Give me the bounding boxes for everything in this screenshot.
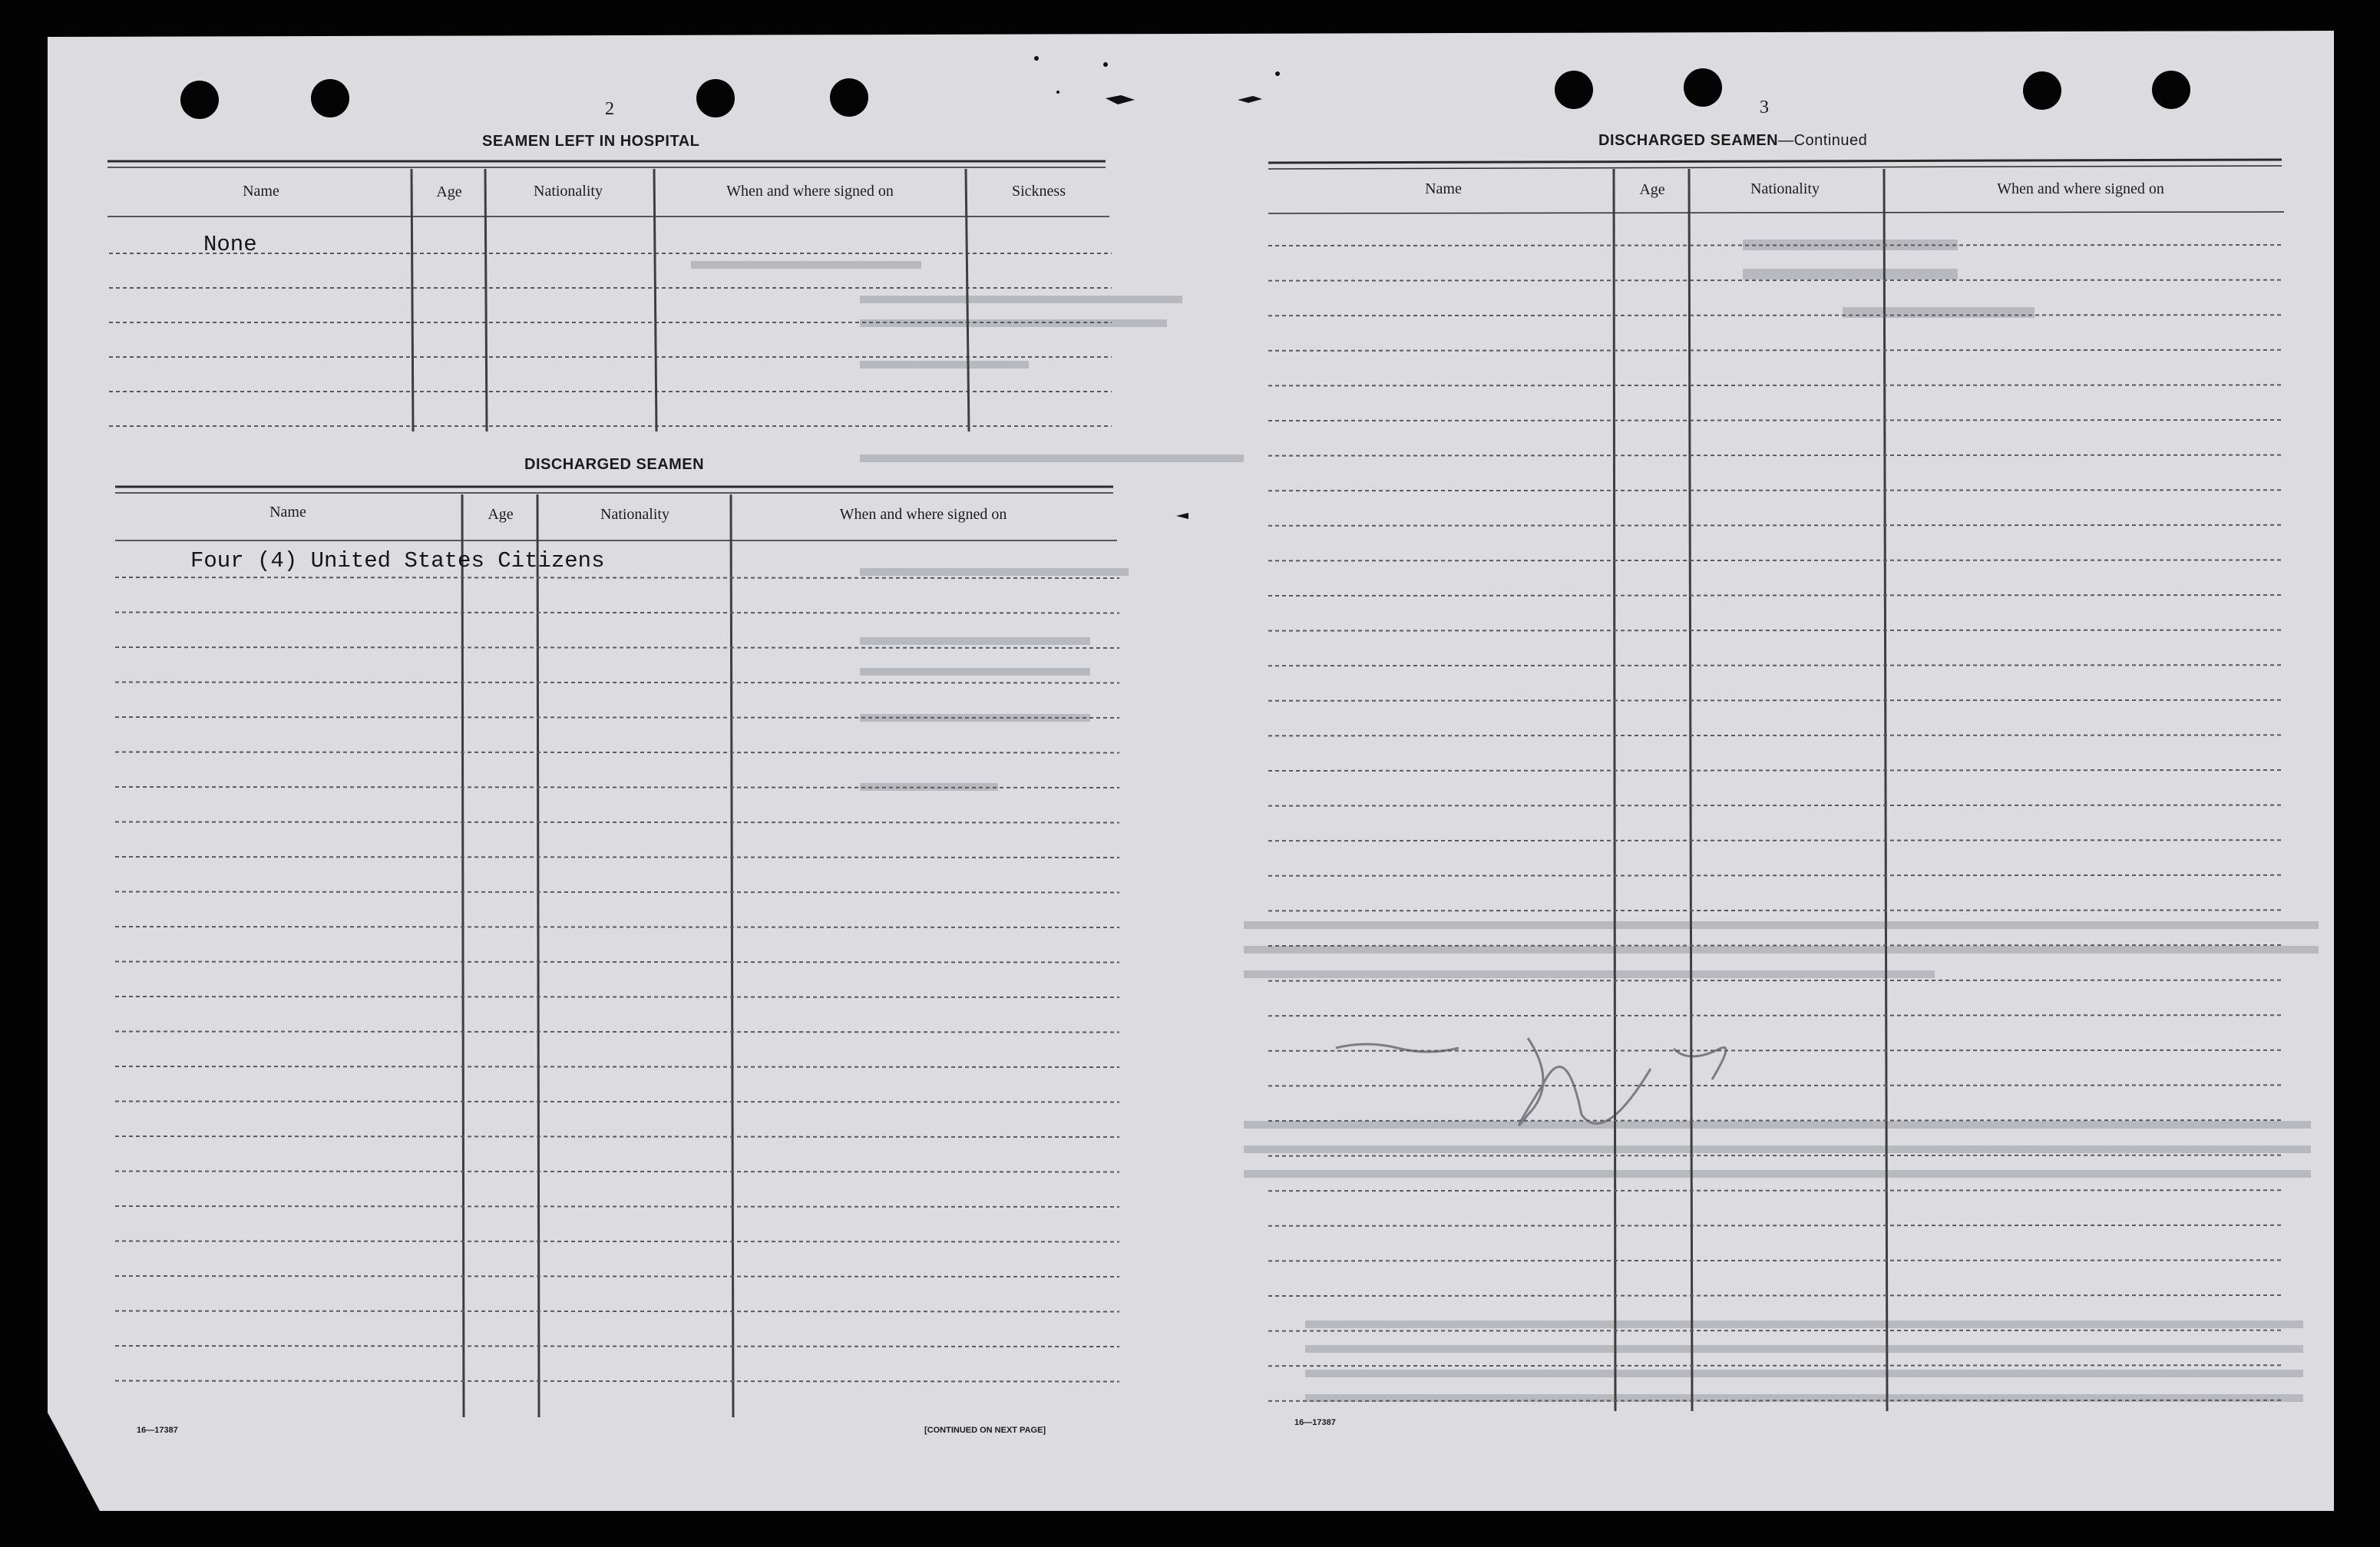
hospital-col-age: Age xyxy=(436,183,462,200)
right-page-number: 3 xyxy=(1760,98,1769,117)
discharged-section-title: DISCHARGED SEAMEN xyxy=(524,456,705,473)
hospital-col-nationality: Nationality xyxy=(534,183,603,200)
continued-col-age: Age xyxy=(1639,181,1665,198)
discharged-entry: Four (4) United States Citizens xyxy=(190,548,605,574)
right-form-number: 16—17387 xyxy=(1294,1418,1336,1427)
hospital-col-name: Name xyxy=(243,183,279,200)
continued-note: [CONTINUED ON NEXT PAGE] xyxy=(924,1426,1046,1435)
hospital-section-title: SEAMEN LEFT IN HOSPITAL xyxy=(482,133,700,150)
left-page-number: 2 xyxy=(605,99,614,119)
hospital-col-sickness: Sickness xyxy=(1012,183,1066,200)
continued-title-bold: DISCHARGED SEAMEN xyxy=(1598,132,1779,149)
continued-col-nationality: Nationality xyxy=(1750,180,1820,197)
discharged-col-nationality: Nationality xyxy=(600,506,669,523)
continued-section-title xyxy=(1598,133,1867,148)
discharged-col-name: Name xyxy=(269,504,306,521)
hospital-entry: None xyxy=(203,232,257,257)
paper xyxy=(48,31,2334,1511)
continued-col-name: Name xyxy=(1425,180,1462,197)
discharged-col-age: Age xyxy=(488,506,514,523)
discharged-col-signed-on: When and where signed on xyxy=(839,506,1007,523)
continued-col-signed-on: When and where signed on xyxy=(1997,180,2164,197)
left-form-number: 16—17387 xyxy=(137,1426,178,1435)
continued-title-light: —Continued xyxy=(1778,132,1868,149)
hospital-col-signed-on: When and where signed on xyxy=(726,183,894,200)
